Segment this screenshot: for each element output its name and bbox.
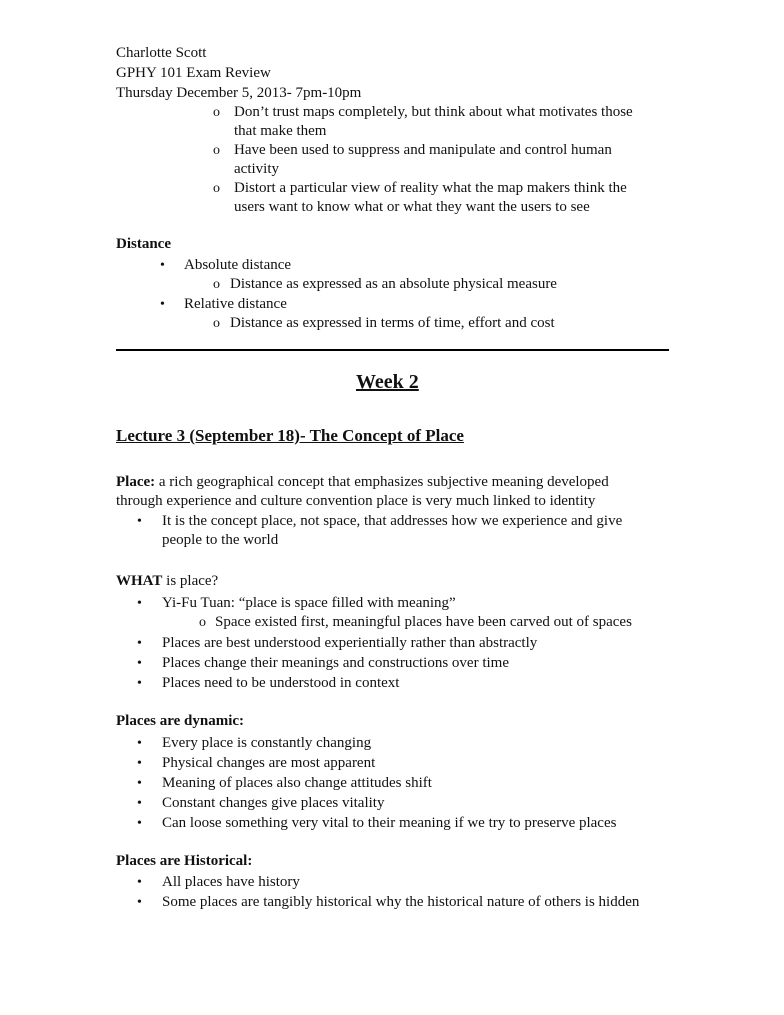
distance-item-relative: Relative distance [184, 296, 287, 312]
course-title: GPHY 101 Exam Review [116, 65, 271, 81]
what-term: WHAT [116, 573, 163, 589]
place-bullet-line-2: people to the world [162, 532, 279, 548]
sub-bullet-marker: o [213, 105, 220, 120]
maps-point-3-line-2: users want to know what or what they want the users to see [234, 199, 590, 215]
what-item-3: Places change their meanings and constructions over time [162, 655, 509, 671]
bullet-marker: • [137, 636, 142, 651]
bullet-marker: • [137, 756, 142, 771]
dynamic-item-3: Meaning of places also change attitudes shift [162, 775, 432, 791]
maps-point-2-line-2: activity [234, 161, 279, 177]
bullet-marker: • [137, 736, 142, 751]
what-rest: is place? [162, 573, 219, 589]
week-heading: Week 2 [356, 371, 419, 393]
bullet-marker: • [137, 796, 142, 811]
review-date: Thursday December 5, 2013- 7pm-10pm [116, 85, 362, 101]
sub-bullet-marker: o [213, 181, 220, 196]
distance-relative-detail: Distance as expressed in terms of time, effort and cost [230, 315, 555, 331]
historical-item-1: All places have history [162, 874, 300, 890]
place-term: Place: [116, 474, 156, 490]
lecture-heading: Lecture 3 (September 18)- The Concept of Place [116, 426, 464, 445]
maps-point-1-line-2: that make them [234, 123, 327, 139]
bullet-marker: • [160, 297, 165, 312]
bullet-marker: • [137, 514, 142, 529]
bullet-marker: • [137, 676, 142, 691]
place-definition-line-1 [116, 473, 609, 493]
dynamic-item-4: Constant changes give places vitality [162, 795, 385, 811]
sub-bullet-marker: o [199, 615, 206, 630]
sub-bullet-marker: o [213, 277, 220, 292]
distance-absolute-detail: Distance as expressed as an absolute physical measure [230, 276, 557, 292]
distance-heading: Distance [116, 236, 171, 252]
bullet-marker: • [137, 656, 142, 671]
dynamic-heading: Places are dynamic: [116, 713, 245, 729]
bullet-marker: • [137, 875, 142, 890]
historical-item-2: Some places are tangibly historical why the historical nature of others is hidden [162, 894, 640, 910]
dynamic-item-2: Physical changes are most apparent [162, 755, 376, 771]
historical-heading: Places are Historical: [116, 853, 253, 869]
maps-point-2-line-1: Have been used to suppress and manipulate and control human [234, 142, 612, 158]
what-is-place-heading [116, 572, 218, 592]
what-item-4: Places need to be understood in context [162, 675, 400, 691]
what-item-2: Places are best understood experientially rather than abstractly [162, 635, 538, 651]
what-item-1: Yi-Fu Tuan: “place is space filled with meaning” [162, 595, 456, 611]
sub-bullet-marker: o [213, 316, 220, 331]
place-definition-text: a rich geographical concept that emphasizes subjective meaning developed [155, 474, 609, 490]
what-item-1-sub: Space existed first, meaningful places have been carved out of spaces [215, 614, 632, 630]
bullet-marker: • [160, 258, 165, 273]
maps-point-3-line-1: Distort a particular view of reality what the map makers think the [234, 180, 627, 196]
place-bullet-line-1: It is the concept place, not space, that addresses how we experience and give [162, 513, 623, 529]
sub-bullet-marker: o [213, 143, 220, 158]
bullet-marker: • [137, 895, 142, 910]
bullet-marker: • [137, 816, 142, 831]
distance-item-absolute: Absolute distance [184, 257, 292, 273]
bullet-marker: • [137, 596, 142, 611]
dynamic-item-5: Can loose something very vital to their meaning if we try to preserve places [162, 815, 617, 831]
section-divider [116, 349, 669, 351]
place-definition-line-2: through experience and culture convention place is very much linked to identity [116, 493, 596, 509]
author-name: Charlotte Scott [116, 45, 207, 61]
maps-point-1-line-1: Don’t trust maps completely, but think about what motivates those [234, 104, 633, 120]
dynamic-item-1: Every place is constantly changing [162, 735, 372, 751]
bullet-marker: • [137, 776, 142, 791]
